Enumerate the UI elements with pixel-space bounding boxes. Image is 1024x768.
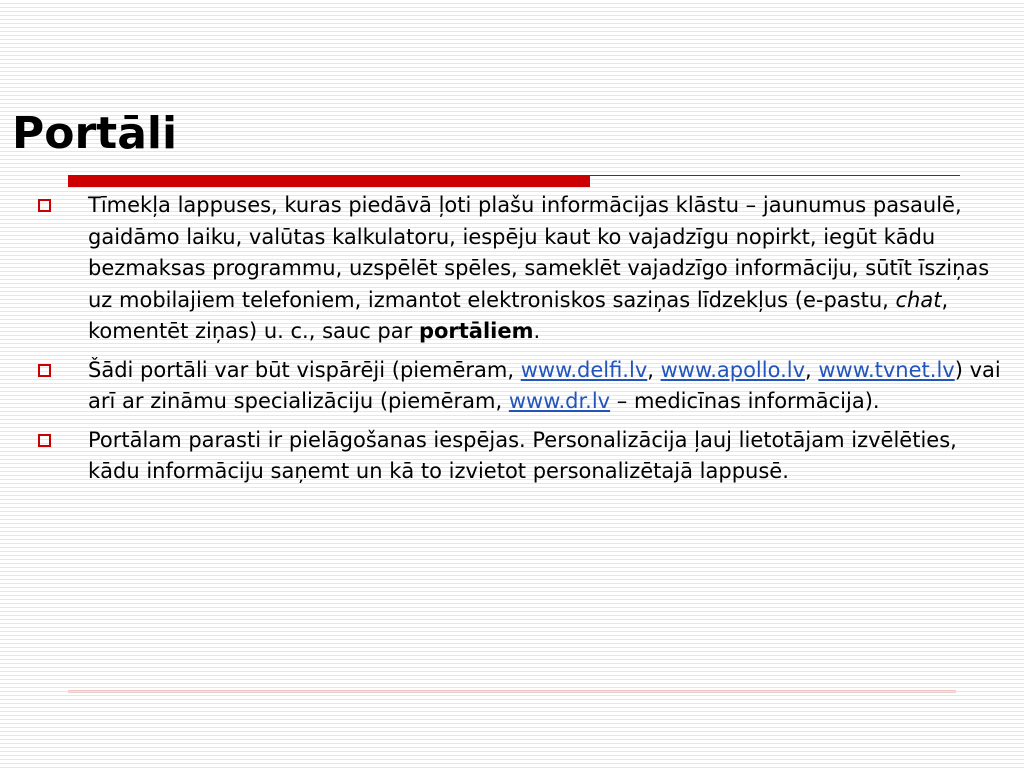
bullet-item-personalization <box>88 425 1008 488</box>
bullet-text: ) vai arī ar zināmu specializāciju (piemēram, <box>88 357 1001 413</box>
bullet-text: Šādi portāli var būt vispārēji (piemēram, <box>88 357 521 382</box>
hollow-square-bullet-icon <box>38 434 51 447</box>
footer-rule <box>68 690 956 691</box>
bullet-text: – medicīnas informācija). <box>610 389 880 413</box>
bullet-separator: , <box>647 357 661 382</box>
bullet-text: , komentēt ziņas) u. c., sauc par <box>88 287 949 343</box>
bold-term-portaliem: portāliem <box>418 319 534 343</box>
title-underline-thin <box>590 175 960 176</box>
hollow-square-bullet-icon <box>38 199 51 212</box>
link-apollo[interactable]: www.apollo.lv <box>660 357 806 382</box>
bullet-list <box>0 190 1024 495</box>
title-underline-thick <box>68 175 590 187</box>
link-delfi[interactable]: www.delfi.lv <box>520 357 648 382</box>
link-tvnet[interactable]: www.tvnet.lv <box>818 357 955 382</box>
bullet-text: . <box>533 319 541 343</box>
bullet-item-portals-definition <box>88 190 1008 348</box>
link-dr[interactable]: www.dr.lv <box>508 389 611 413</box>
hollow-square-bullet-icon <box>38 364 51 377</box>
bullet-item-portal-examples <box>88 355 1008 418</box>
bullet-text: Portālam parasti ir pielāgošanas iespējas. Personalizācija ļauj lietotājam izvēlēties, kādu informāciju saņemt un kā to izvietot personalizētajā lappusē. <box>88 427 957 483</box>
footer-rule-secondary <box>68 692 956 693</box>
bullet-separator: , <box>805 357 819 382</box>
bullet-text: Tīmekļa lappuses, kuras piedāvā ļoti plašu informācijas klāstu – jaunumus pasaulē, gaidāmo laiku, valūtas kalkulatoru, iespēju kaut ko vajadzīgu nopirkt, iegūt kādu bezmaksas programmu, uzspēlēt spēles, sameklēt vajadzīgo informāciju, sūtīt īsziņas uz mobilajiem telefoniem, izmantot elektroniskos saziņas līdzekļus (e-pastu, <box>88 193 990 312</box>
slide-title: Portāli <box>12 108 178 159</box>
italic-term-chat: chat <box>895 287 942 312</box>
